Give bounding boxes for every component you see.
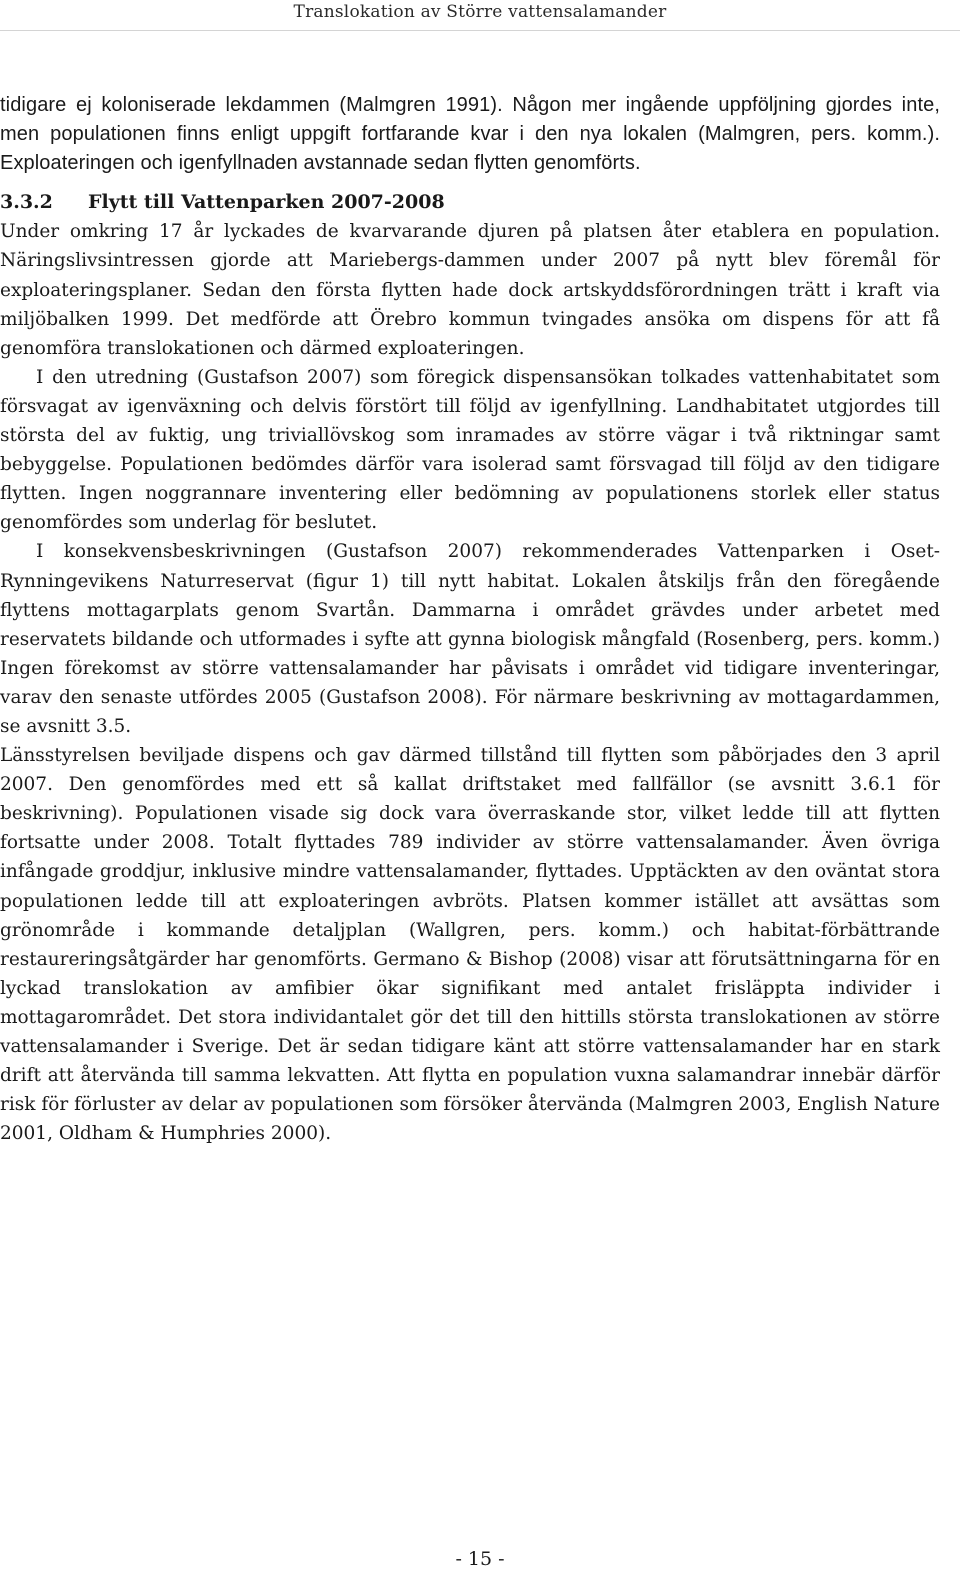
header-divider: [0, 30, 960, 31]
section-heading: [0, 188, 940, 217]
section-number: 3.3.2: [0, 191, 53, 214]
body-text: [0, 91, 940, 1148]
section-title: Flytt till Vattenparken 2007-2008: [88, 191, 445, 214]
paragraph-background: Under omkring 17 år lyckades de kvarvarande djuren på platsen åter etablera en population. Näringslivsintressen gjorde att Mariebergs-dammen under 2007 på nytt blev föremål för exploateringsplaner. Sedan den första flytten hade dock artskyddsförordningen trätt i kraft via miljöbalken 1999. Det medförde att Örebro kommun tvingades ansöka om dispens för att få genomföra translokationen och därmed exploateringen.: [0, 221, 940, 359]
intro-paragraph: tidigare ej koloniserade lekdammen (Malmgren 1991). Någon mer ingående uppföljning gjordes inte, men populationen finns enligt uppgift fortfarande kvar i den nya lokalen (Malmgren, pers. komm.). Exploateringen och igenfyllnaden avstannade sedan flytten genomförts.: [0, 94, 940, 175]
paragraph-dispensation: Länsstyrelsen beviljade dispens och gav därmed tillstånd till flytten som påbörjades den 3 april 2007. Den genomfördes med ett så kallat driftstaket med fallfällor (se avsnitt 3.6.1 för beskrivning). Populationen visade sig dock vara överraskande stor, vilket ledde till att flytten fortsatte under 2008. Totalt flyttades 789 individer av större vattensalamander. Även övriga infångade groddjur, inklusive mindre vattensalamander, flyttades. Upptäckten av den oväntat stora populationen ledde till att exploateringen avbröts. Platsen kommer istället att avsättas som grönområde i kommande detaljplan (Wallgren, pers. komm.) och habitat-förbättrande restaureringsåtgärder har genomförts. Germano & Bishop (2008) visar att förutsättningarna för en lyckad translokation av amfibier ökar signifikant med antalet frisläppta individer i mottagarområdet. Det stora individantalet gör det till den hittills största translokationen av större vattensalamander i Sverige. Det är sedan tidigare känt att större vattensalamander har en stark drift att återvända till samma lekvatten. Att flytta en population vuxna salamandrar innebär därför risk för förluster av delar av populationen som försöker återvända (Malmgren 2003, English Nature 2001, Oldham & Humphries 2000).: [0, 745, 940, 1145]
paragraph-consequence-assessment: I konsekvensbeskrivningen (Gustafson 2007) rekommenderades Vattenparken i Oset-Rynningevikens Naturreservat (figur 1) till nytt habitat. Lokalen åtskiljs från den föregående flyttens mottagarplats genom Svartån. Dammarna i området grävdes under arbetet med reservatets bildande och utformades i syfte att gynna biologisk mångfald (Rosenberg, pers. komm.) Ingen förekomst av större vattensalamander har påvisats i området vid tidigare inventeringar, varav den senaste utfördes 2005 (Gustafson 2008). För närmare beskrivning av mottagardammen, se avsnitt 3.5.: [0, 541, 940, 737]
page-number: - 15 -: [455, 1548, 505, 1570]
paragraph-investigation: I den utredning (Gustafson 2007) som föregick dispensansökan tolkades vattenhabitatet som försvagat av igenväxning och delvis förstört till följd av igenfyllning. Landhabitatet utgjordes till största del av fuktig, ung triviallövskog som inramades av större vägar i två riktningar samt bebyggelse. Populationen bedömdes därför vara isolerad samt försvagad till följd av den tidigare flytten. Ingen noggrannare inventering eller bedömning av populationens storlek eller status genomfördes som underlag för beslutet.: [0, 366, 940, 534]
running-header: Translokation av Större vattensalamander: [293, 2, 667, 22]
